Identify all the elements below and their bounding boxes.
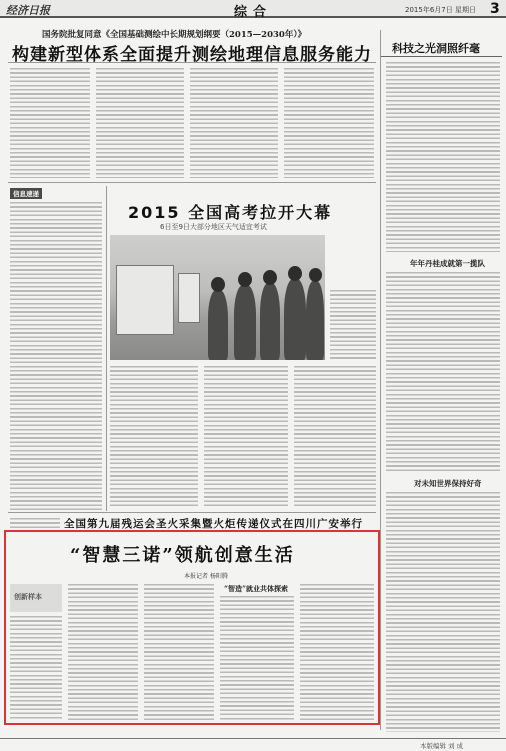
page-footer bbox=[0, 738, 506, 751]
student-head bbox=[263, 270, 277, 285]
page-number: 3 bbox=[490, 1, 500, 17]
student-figure bbox=[208, 290, 228, 360]
lead-body-col-2 bbox=[96, 68, 184, 178]
gaokao-subhead: 6日至9日大部分地区天气适宜考试 bbox=[160, 223, 267, 231]
student-figure bbox=[284, 279, 306, 360]
column-rule bbox=[380, 30, 381, 730]
lead-body-col-3 bbox=[190, 68, 278, 178]
student-figure bbox=[306, 281, 324, 360]
feature-body-col-4 bbox=[220, 596, 294, 720]
gaokao-photo bbox=[110, 235, 325, 360]
student-figure bbox=[260, 283, 280, 360]
student-head bbox=[238, 272, 252, 287]
feature-body-col-2 bbox=[68, 584, 138, 720]
feature-body-col-5 bbox=[300, 584, 374, 720]
sidebar-body-3 bbox=[386, 492, 500, 732]
sidebar-body-1 bbox=[386, 62, 500, 252]
feature-section-head: “智造”就业共体探索 bbox=[224, 584, 289, 593]
feature-body-col-1 bbox=[10, 616, 62, 720]
feature-byline: 本报记者 杨阳腾 bbox=[184, 573, 228, 580]
feature-image bbox=[10, 584, 62, 612]
feature-headline: “智慧三诺”领航创意生活 bbox=[70, 545, 295, 566]
divider bbox=[8, 62, 376, 63]
lead-kicker: 国务院批复同意《全国基础测绘中长期规划纲要（2015—2030年）》 bbox=[42, 30, 307, 40]
student-head bbox=[288, 266, 302, 281]
gaokao-body-col-2 bbox=[204, 366, 288, 506]
sidebar-body-2 bbox=[386, 272, 500, 472]
sidebar-subhead-1: 年年丹桂成就第一揽队 bbox=[410, 259, 485, 268]
lead-body-col-4 bbox=[284, 68, 374, 178]
masthead: 经济日报 bbox=[6, 4, 50, 17]
issue-date: 2015年6月7日 星期日 bbox=[405, 6, 476, 14]
notice-board bbox=[116, 265, 174, 335]
section-title: 综合 bbox=[233, 5, 272, 20]
sidebar-subhead-2: 对未知世界保持好奇 bbox=[414, 479, 482, 488]
torch-body bbox=[10, 518, 60, 528]
column-rule bbox=[106, 186, 107, 511]
divider bbox=[380, 56, 502, 57]
lead-headline: 构建新型体系全面提升测绘地理信息服务能力 bbox=[12, 45, 372, 65]
feature-body-col-3 bbox=[144, 584, 214, 720]
gaokao-body-col-3 bbox=[294, 366, 376, 506]
student-figure bbox=[234, 285, 256, 360]
divider bbox=[8, 512, 376, 513]
notice-board bbox=[178, 273, 200, 323]
gaokao-headline: 2015 全国高考拉开大幕 bbox=[128, 203, 333, 222]
divider bbox=[8, 182, 376, 183]
sidebar-headline: 科技之光洞照纤毫 bbox=[392, 42, 480, 55]
lead-body-col-1 bbox=[10, 68, 90, 178]
photo-caption bbox=[330, 290, 376, 360]
brief-label: 信息速递 bbox=[10, 188, 42, 199]
feature-image-label: 创新样本 bbox=[14, 593, 42, 601]
footer-editor: 本版编辑 刘 成 bbox=[420, 742, 464, 750]
page-header bbox=[0, 0, 506, 18]
gaokao-body-col-1 bbox=[110, 366, 198, 506]
brief-column-body bbox=[10, 202, 102, 512]
student-head bbox=[309, 268, 322, 282]
torch-headline: 全国第九届残运会圣火采集暨火炬传递仪式在四川广安举行 bbox=[64, 518, 363, 530]
student-head bbox=[211, 277, 225, 292]
